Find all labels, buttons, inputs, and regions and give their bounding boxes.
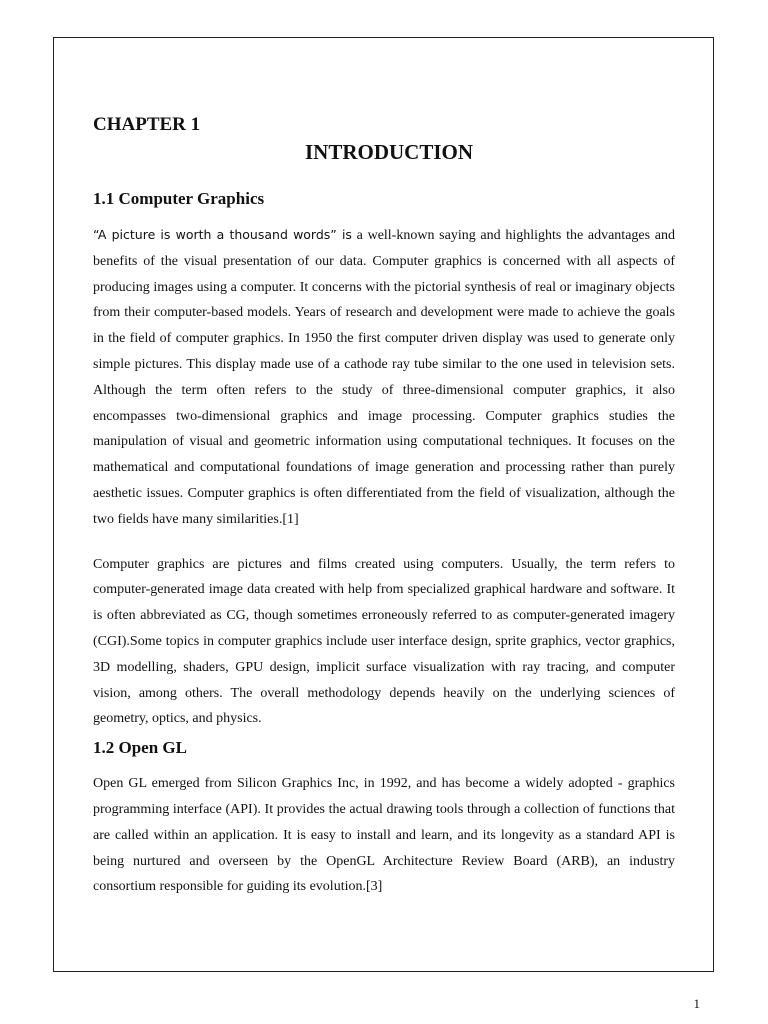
paragraph-open-gl: Open GL emerged from Silicon Graphics Inc, in 1992, and has become a widely adopted - graphics programming interface (API). It provides the actual drawing tools through a collection of functions that are called within an application. It is easy to install and learn, and its longevity as a standard API is being nurtured and overseen by the OpenGL Architecture Review Board (ARB), an industry consortium responsible for guiding its evolution.[3] [93,776,675,895]
page-number: 1 [693,996,700,1011]
section-heading-computer-graphics: 1.1 Computer Graphics [93,189,265,208]
document-body [93,110,675,900]
paragraph-text: a well-known saying and highlights the advantages and benefits of the visual presentation of our data. Computer graphics is concerned with all aspects of producing images using a computer. It concerns with the pictorial synthesis of real or imaginary objects from their computer-based models. Years of research and development were made to achieve the goals in the field of computer graphics. In 1950 the first computer driven display was used to generate only simple pictures. This display made use of a cathode ray tube similar to the one used in television sets. Although the term often refers to the study of three-dimensional computer graphics, it also encompasses two-dimensional graphics and image processing. Computer graphics studies the manipulation of visual and geometric information using computational techniques. It focuses on the mathematical and computational foundations of image generation and processing rather than purely aesthetic issues. Computer graphics is often differentiated from the field of visualization, although the two fields have many similarities.[1] [93,228,675,527]
paragraph-computer-graphics-intro [93,222,675,533]
paragraph-computer-graphics-definition: Computer graphics are pictures and films created using computers. Usually, the term refers to computer-generated image data created with help from specialized graphical hardware and software. It is often abbreviated as CG, though sometimes erroneously referred to as computer-generated imagery (CGI).Some topics in computer graphics include user interface design, sprite graphics, vector graphics, 3D modelling, shaders, GPU design, implicit surface visualization with ray tracing, and computer vision, among others. The overall methodology depends heavily on the underlying sciences of geometry, optics, and physics. [93,556,675,727]
chapter-label: CHAPTER 1 [93,114,201,135]
paragraph-quote: “A picture is worth a thousand words” is [93,227,352,242]
section-heading-open-gl: 1.2 Open GL [93,738,187,758]
chapter-title: INTRODUCTION [304,140,474,164]
